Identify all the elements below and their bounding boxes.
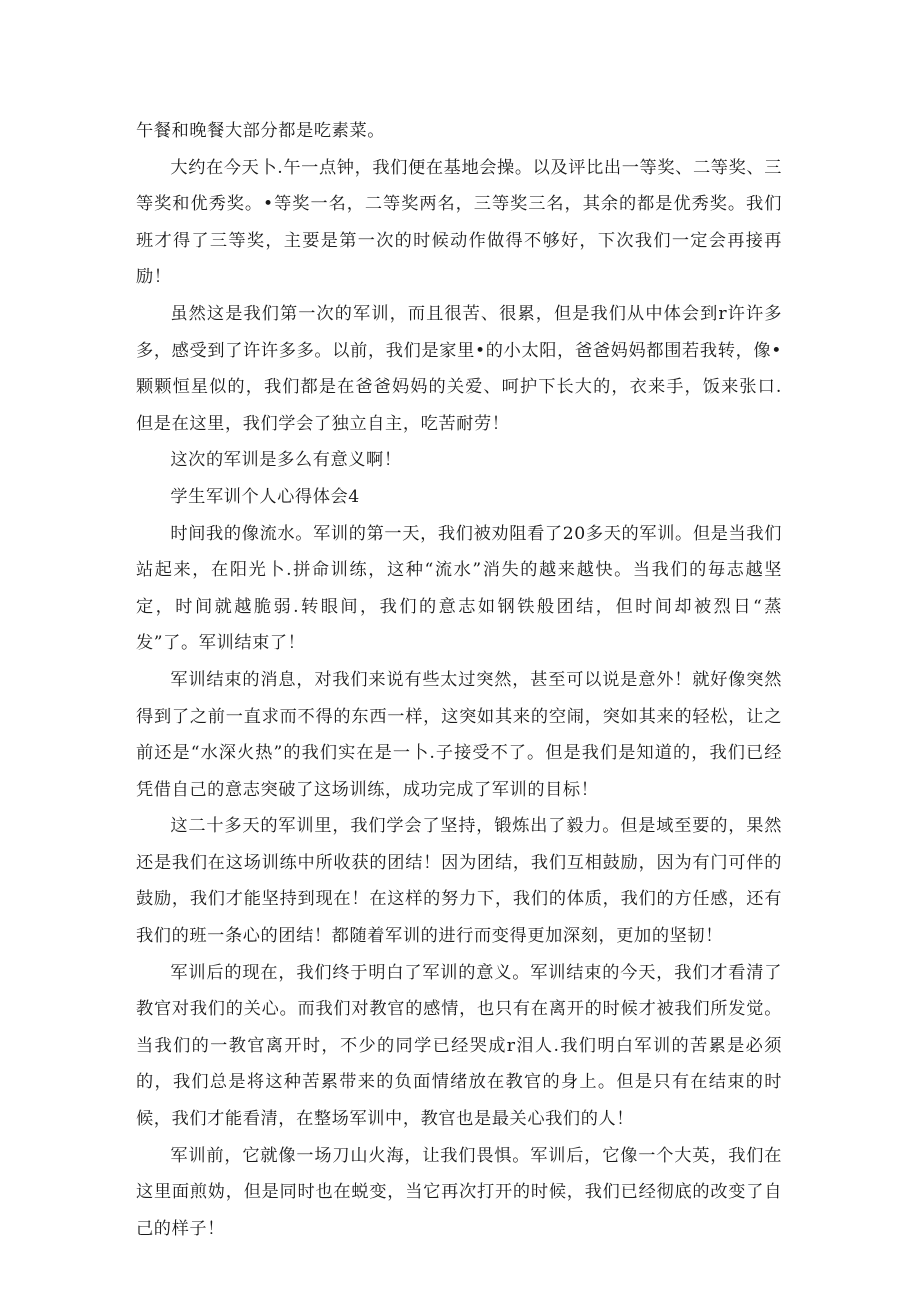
- paragraph-persistence: 这二十多天的军训里，我们学会了坚持，锻炼出了毅力。但是域至要的，果然还是我们在这场训练中所收获的团结！因为团结，我们互相鼓励，因为有门可伴的鼓励，我们才能坚持到现在！在这样的努力下，我们的体质，我们的方任感，还有我们的班一条心的团结！都随着军训的进行而变得更加深刻，更加的坚韧！: [136, 816, 782, 947]
- paragraph-training-end: 军训结束的消息，对我们来说有些太过突然，甚至可以说是意外！就好像突然得到了之前一直求而不得的东西一样，这突如其来的空闹，突如其来的轻松，让之前还是“水深火热”的我们实在是一卜.子接受不了。但是我们是知道的，我们已经凭借自己的意志突破了这场训练，成功完成了军训的目标！: [136, 669, 782, 800]
- paragraph-before-after: 军训前，它就像一场刀山火海，让我们畏惧。军训后，它像一个大英，我们在这里面煎妫，但是同时也在蜕变，当它再次打开的时候，我们已经彻底的改变了自己的样子！: [136, 1145, 782, 1239]
- paragraph-lunch-dinner: 午餐和晚餐大部分都是吃素菜。: [136, 121, 386, 141]
- paragraph-meaningful: 这次的军训是多么有意义啊！: [170, 450, 402, 471]
- document-page: [136, 113, 782, 1247]
- paragraph-instructor: 军训后的现在，我们终于明白了军训的意义。军训结束的今天，我们才看清了教官对我们的关心。而我们对教官的感情，也只有在离开的时候才被我们所发觉。当我们的一教官离开时，不少的同学已经哭成r泪人.我们明白军训的苦累是必须的，我们总是将这种苦累带来的负面情绪放在教官的身上。但是只有在结束的时候，我们才能看清，在整场军训中，教官也是最关心我们的人！: [136, 962, 782, 1130]
- section-heading: 学生军训个人心得体会4: [170, 486, 360, 507]
- paragraph-time-flows: 时间我的像流水。军训的第一天，我们被劝阻看了20多天的军训。但是当我们站起来，在阳光卜.拼命训练，这种“流水”消失的越来越快。当我们的毎志越坚定，时间就越脆弱.转眼间，我们的意志如钢铁般团结，但时间却被烈日“蒸发”了。军训结束了！: [136, 523, 782, 654]
- paragraph-drill-awards: 大约在今天卜.午一点钟，我们便在基地会操。以及评比出一等奖、二等奖、三等奖和优秀奖。•等奖一名，二等奖两名，三等奖三名，其余的都是优秀奖。我们班才得了三等奖，主要是第一次的时候动作做得不够好，下次我们一定会再接再励！: [136, 157, 782, 288]
- paragraph-first-training: 虽然这是我们第一次的军训，而且很苦、很累，但是我们从中体会到r许许多多，感受到了许许多多。以前，我们是家里•的小太阳，爸爸妈妈都围若我转，像•颗颗恒星似的，我们都是在爸爸妈妈的关爱、呵护下长大的，衣来手，饭来张口.但是在这里，我们学会了独立自主，吃苦耐劳！: [136, 303, 782, 434]
